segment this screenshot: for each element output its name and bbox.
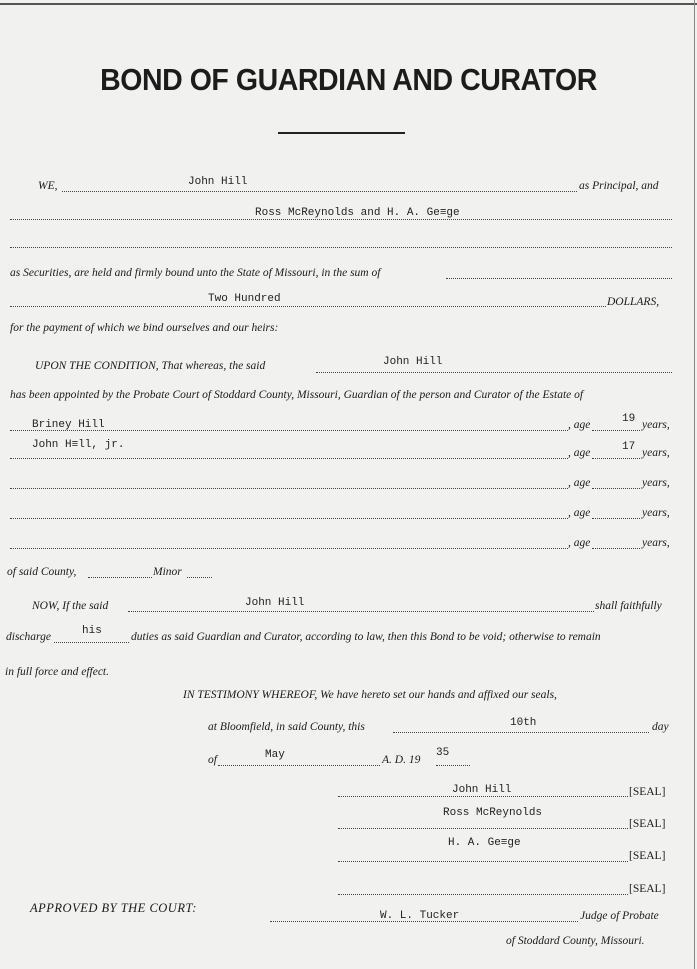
minor-label: Minor xyxy=(153,566,182,578)
condition-text: UPON THE CONDITION, That whereas, the said xyxy=(35,360,266,372)
day-label: day xyxy=(652,721,669,733)
judge-label: Judge of Probate xyxy=(580,910,659,922)
approved-label: APPROVED BY THE COURT: xyxy=(30,901,197,915)
principal-value: John Hill xyxy=(188,176,248,188)
month-value: May xyxy=(265,749,285,761)
years-label: years, xyxy=(642,507,670,519)
as-principal-label: as Principal, and xyxy=(579,180,659,192)
dollars-label: DOLLARS, xyxy=(607,296,660,308)
county-missouri-label: of Stoddard County, Missouri. xyxy=(506,935,645,947)
pronoun-value: his xyxy=(82,625,102,637)
seal-label: [SEAL] xyxy=(629,883,666,895)
minor-age: 19 xyxy=(622,413,636,425)
sum-value: Two Hundred xyxy=(208,293,281,305)
minor-name: John H≡ll, jr. xyxy=(32,439,125,451)
now-said-value: John Hill xyxy=(245,597,305,609)
age-line xyxy=(592,458,640,459)
pronoun-line xyxy=(54,642,129,643)
sum-of-line xyxy=(446,278,672,279)
years-label: years, xyxy=(642,447,670,459)
top-border xyxy=(0,3,697,5)
now-said-line xyxy=(128,611,594,612)
securities-text: as Securities, are held and firmly bound unto the State of Missouri, in the sum of xyxy=(10,267,381,279)
age-label: , age xyxy=(568,537,591,549)
years-label: years, xyxy=(642,477,670,489)
signature-line xyxy=(338,861,628,862)
minor-line xyxy=(10,488,568,489)
age-line xyxy=(592,548,640,549)
testimony-text: IN TESTIMONY WHEREOF, We have hereto set our hands and affixed our seals, xyxy=(183,689,557,701)
signature-line xyxy=(338,796,628,797)
blank-line xyxy=(10,247,672,248)
day-line xyxy=(393,732,649,733)
principal-line xyxy=(62,191,577,192)
minor-line xyxy=(10,548,568,549)
page-title: BOND OF GUARDIAN AND CURATOR xyxy=(100,62,597,97)
age-line xyxy=(592,430,640,431)
said-value: John Hill xyxy=(383,356,443,368)
said-line xyxy=(316,372,672,373)
signature-line xyxy=(338,828,628,829)
age-line xyxy=(592,488,640,489)
minor-age: 17 xyxy=(622,441,636,453)
sum-line xyxy=(10,306,606,307)
discharge-label: discharge xyxy=(6,631,51,643)
minor-name: Briney Hill xyxy=(32,419,105,431)
seal-label: [SEAL] xyxy=(629,818,666,830)
full-force-text: in full force and effect. xyxy=(5,666,110,678)
bloomfield-text: at Bloomfield, in said County, this xyxy=(208,721,365,733)
age-label: , age xyxy=(568,447,591,459)
age-label: , age xyxy=(568,507,591,519)
signature: John Hill xyxy=(452,784,512,796)
age-label: , age xyxy=(568,419,591,431)
payment-text: for the payment of which we bind ourselves and our heirs: xyxy=(10,322,279,334)
age-line xyxy=(592,518,640,519)
judge-signature: W. L. Tucker xyxy=(380,910,460,922)
now-text: NOW, If the said xyxy=(32,600,109,612)
minor-dots xyxy=(187,577,212,578)
faithfully-label: shall faithfully xyxy=(595,600,662,612)
signature: H. A. Ge≡ge xyxy=(448,837,521,849)
county-text: of said County, xyxy=(7,566,77,578)
of-label: of xyxy=(208,754,217,766)
ad-label: A. D. 19 xyxy=(382,754,421,766)
month-line xyxy=(218,765,380,766)
seal-label: [SEAL] xyxy=(629,850,666,862)
securities-line xyxy=(10,219,672,220)
duties-text: duties as said Guardian and Curator, according to law, then this Bond to be void; otherwise to remain xyxy=(131,631,601,643)
county-line xyxy=(88,577,152,578)
minor-line xyxy=(10,518,568,519)
right-border xyxy=(694,0,695,969)
appointed-text: has been appointed by the Probate Court of Stoddard County, Missouri, Guardian of the person and Curator of the Estate of xyxy=(10,389,584,401)
seal-label: [SEAL] xyxy=(629,786,666,798)
year-value: 35 xyxy=(436,747,450,759)
years-label: years, xyxy=(642,537,670,549)
year-line xyxy=(436,765,470,766)
years-label: years, xyxy=(642,419,670,431)
signature: Ross McReynolds xyxy=(443,807,543,819)
minor-line xyxy=(10,458,568,459)
we-label: WE, xyxy=(38,180,58,192)
age-label: , age xyxy=(568,477,591,489)
title-rule xyxy=(278,132,405,134)
signature-line xyxy=(338,894,628,895)
day-value: 10th xyxy=(510,717,537,729)
securities-value: Ross McReynolds and H. A. Ge≡ge xyxy=(255,207,460,219)
